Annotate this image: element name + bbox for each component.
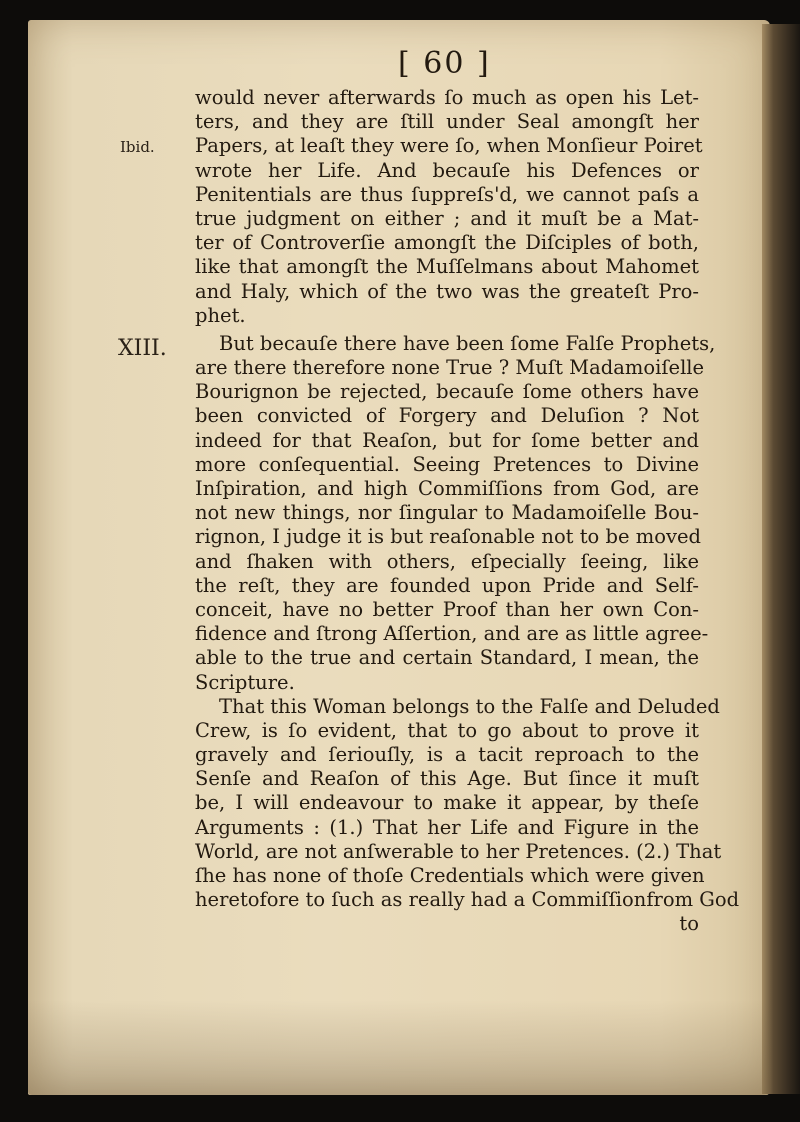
- text-line: are there therefore none True ? Muſt Madamoiſelle: [195, 356, 705, 380]
- text-line: Arguments : (1.) That her Life and Figure in the: [195, 815, 699, 839]
- book-spine-edge: [762, 24, 800, 1094]
- margin-note-ibid: Ibid.: [120, 138, 155, 156]
- text-line: Bourignon be rejected, becauſe ſome others have: [195, 380, 699, 404]
- text-line: World, are not anſwerable to her Pretences. (2.) That: [195, 839, 722, 863]
- text-line: like that amongſt the Muſſelmans about Mahomet: [195, 255, 699, 279]
- text-line: and ſhaken with others, eſpecially ſeeing, like: [195, 549, 699, 573]
- text-line: gravely and ſeriouſly, is a tacit reproach to the: [195, 743, 699, 767]
- text-line: ters, and they are ſtill under Seal amongſt her: [195, 110, 699, 134]
- page-number: [ 60 ]: [398, 46, 491, 81]
- text-line: phet.: [195, 303, 246, 327]
- text-line: the reſt, they are founded upon Pride and Self-: [195, 573, 699, 597]
- text-line: not new things, nor ſingular to Madamoiſelle Bou-: [195, 501, 699, 525]
- text-line: Inſpiration, and high Commiſſions from God, are: [195, 477, 699, 500]
- body-text: [195, 86, 740, 937]
- text-line: But becauſe there have been ſome Falſe Prophets,: [219, 331, 716, 355]
- text-line: able to the true and certain Standard, I mean, the: [195, 646, 699, 670]
- catchword: to: [679, 912, 699, 936]
- text-line: rignon, I judge it is but reaſonable not to be moved: [195, 525, 701, 549]
- text-line: conceit, have no better Proof than her own Con-: [195, 597, 699, 621]
- text-line: Papers, at leaſt they were ſo, when Monſieur Poiret: [195, 134, 703, 158]
- page-bottom-stain: [28, 1000, 770, 1095]
- text-line: Senſe and Reaſon of this Age. But ſince it muſt: [195, 767, 699, 791]
- text-line: been convicted of Forgery and Deluſion ? Not: [195, 404, 699, 428]
- text-line: fidence and ſtrong Aſſertion, and are as little agree-: [195, 622, 709, 646]
- text-line: true judgment on either ; and it muſt be a Mat-: [195, 206, 699, 230]
- text-line: be, I will endeavour to make it appear, by theſe: [195, 791, 699, 815]
- text-line: wrote her Life. And becauſe his Defences or: [195, 158, 699, 182]
- text-line: Scripture.: [195, 670, 295, 694]
- text-line: and Haly, which of the two was the greateſt Pro-: [195, 279, 699, 303]
- text-line: heretofore to ſuch as really had a Commiſſionfrom God: [195, 888, 740, 912]
- margin-note-section-xiii: XIII.: [118, 336, 167, 361]
- text-line: That this Woman belongs to the Falſe and Deluded: [219, 694, 720, 718]
- text-line: Penitentials are thus ſuppreſs'd, we cannot paſs a: [195, 182, 699, 206]
- text-line: indeed for that Reaſon, but for ſome better and: [195, 428, 699, 452]
- text-line: ter of Controverſie amongſt the Diſciples of both,: [195, 231, 699, 255]
- text-line: ſhe has none of thoſe Credentials which were given: [195, 864, 705, 887]
- text-line: would never afterwards ſo much as open his Let-: [195, 86, 699, 109]
- text-line: Crew, is ſo evident, that to go about to prove it: [195, 718, 699, 742]
- text-line: more conſequential. Seeing Pretences to Divine: [195, 452, 699, 476]
